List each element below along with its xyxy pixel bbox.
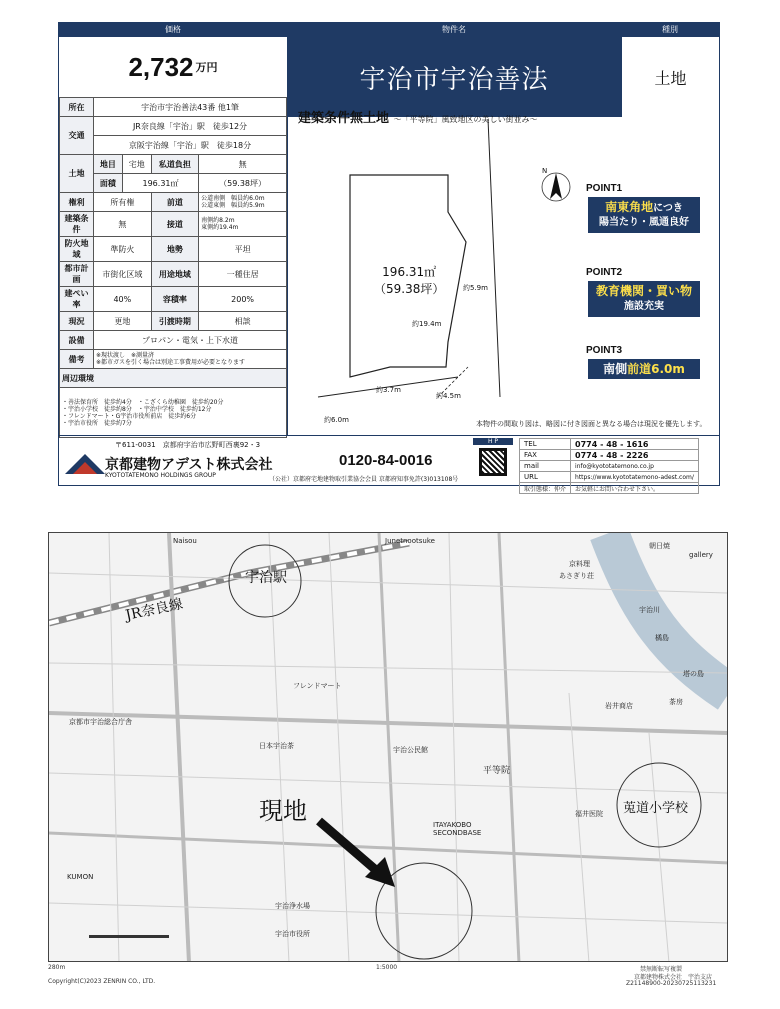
traffic-1: JR奈良線「宇治」駅 徒歩12分 [94,117,287,136]
bcr-value: 40% [94,287,152,312]
env-label: 周辺環境 [60,369,287,388]
contact-1: 南側約8.2m [201,217,235,224]
terrain-value: 平坦 [199,237,287,262]
price-box [59,37,287,97]
tel-label: TEL [520,439,571,450]
school-label: 莵道小学校 [623,801,689,816]
map-label: 宇治市役所 [275,930,310,938]
qr-code-icon[interactable] [479,448,507,476]
location-value: 宇治市宇治善法43番 他1筆 [94,98,287,117]
frontage-value [199,193,287,212]
contact-table [519,438,699,494]
far-label: 容積率 [151,287,198,312]
price-value: 2,732 [128,51,194,82]
map-credit: Z21148900-20230725113231 [626,980,717,987]
map-credit: 京都建物株式会社 宇治支店 [634,974,713,981]
land-label: 土地 [60,155,94,193]
point2-text2: 施設充実 [624,301,664,312]
plan-label: 都市計画 [60,262,94,287]
chimoku-label: 地目 [94,155,123,174]
traffic-label: 交通 [60,117,94,155]
map-label: 宇治浄水場 [275,902,310,910]
company-name: 京都建物アデスト株式会社 [105,457,273,473]
mail-label: mail [520,461,571,472]
property-name: 宇治市宇治善法 [287,37,621,117]
point1-box [588,197,700,233]
map-label: 茶房 [669,698,683,706]
use-label: 用途地域 [151,262,198,287]
contact-value [199,212,287,237]
chimoku-value: 宅地 [122,155,151,174]
map-label: 京都市宇治総合庁舎 [69,718,132,726]
building-label: 建築条件 [60,212,94,237]
mail-value[interactable]: info@kyototatemono.co.jp [571,461,699,472]
map-label: 橘島 [655,634,669,642]
status-label: 現況 [60,312,94,331]
point2-box [588,281,700,317]
building-value: 無 [94,212,152,237]
map-label: 宇治公民館 [393,746,428,754]
property-sheet [58,22,720,493]
name-header: 物件名 [287,23,621,37]
trade-value: 仲介 [554,485,567,493]
footer [59,435,719,493]
map-label: 京料理 [569,560,590,568]
equip-value: プロパン・電気・上下水道 [94,331,287,350]
type-header: 種別 [621,23,719,37]
remarks-2: ※都市ガスを引く場合は別途工事費用が必要となります [96,359,246,366]
map-label: Junetnootsuke [385,537,435,545]
map-label: 朝日焼 [649,542,670,550]
company-address: 〒611-0031 京都府宇治市広野町西裏92・3 [115,441,261,449]
traffic-2: 京阪宇治線「宇治」駅 徒歩18分 [94,136,287,155]
env-item: ・宇治市役所 徒歩約7分 [62,419,132,427]
point2-highlight: 教育機関・買い物 [595,284,692,298]
plan-title-main: 建築条件無土地 [298,111,390,126]
fax-label: FAX [520,450,571,461]
fax-value: 0774 - 48 - 2226 [571,450,699,461]
price-unit: 万円 [195,61,218,74]
scale-center: 1:5000 [376,964,398,971]
area-m2: 196.31㎡ [122,174,198,193]
map-credit: 禁無断転写複製 [640,966,683,973]
private-road-label: 私道負担 [151,155,198,174]
dim-label: 約3.7m [376,386,401,394]
plan-value: 市街化区域 [94,262,152,287]
point3-pre: 南側 [603,362,628,376]
map-label: KUMON [67,873,94,881]
info-table [59,97,287,438]
location-label: 所在 [60,98,94,117]
fire-label: 防火地域 [60,237,94,262]
plot-area-tsubo: （59.38坪） [374,282,445,296]
plot-area [374,263,444,297]
map-label: 宇治川 [639,606,660,614]
trade-cell [520,483,571,494]
plot-plan [287,97,719,435]
private-road-value: 無 [199,155,287,174]
north-label: N [542,167,548,175]
rights-value: 所有権 [94,193,152,212]
area-map[interactable] [48,532,728,962]
point3-box [588,359,700,379]
property-type: 土地 [621,37,719,117]
handover-value: 相談 [199,312,287,331]
terrain-label: 地勢 [151,237,198,262]
status-value: 更地 [94,312,152,331]
map-label: ITAYAKOBO SECONDBASE [433,821,482,837]
point1-text1: につき [653,203,683,214]
use-value: 一種住居 [199,262,287,287]
contact-2: 東側約19.4m [201,224,239,231]
map-label: gallery [689,551,713,559]
tollfree-number: 0120-84-0016 [339,452,433,469]
dim-label: 約5.9m [463,284,488,292]
map-streets [49,533,728,962]
url-label: URL [520,472,571,483]
map-label: あさぎり荘 [559,572,594,580]
remarks-1: ※現状渡し ※測量済 [96,352,155,359]
plot-diagram [288,97,720,435]
point1-text2: 陽当たり・風通良好 [599,217,689,228]
area-tsubo: （59.38坪） [199,174,287,193]
env-item: ・フレンドマート・G宇治市役所前店 徒歩約6分 [62,412,197,420]
rights-label: 権利 [60,193,94,212]
plot-area-m2: 196.31㎡ [382,265,437,279]
fire-value: 準防火 [94,237,152,262]
env-list [60,388,287,438]
license-text: （公社）京都府宅地建物取引業協会会員 京都府知事免許(3)013108号 [269,476,459,483]
dim-label: 約6.0m [324,416,349,424]
trade-note: お気軽にお問い合わせ下さい。 [571,483,699,494]
remarks-label: 備考 [60,350,94,369]
scale-left: 280m [48,964,66,971]
point2-label: POINT2 [586,267,623,278]
site-label: 現地 [259,797,307,825]
handover-label: 引渡時期 [151,312,198,331]
map-label: 岩井商店 [605,702,633,710]
dim-label: 約4.5m [436,392,461,400]
tel-value[interactable]: 0774 - 48 - 1616 [571,439,699,450]
dim-label: 約19.4m [412,320,442,328]
company-logo-icon [65,452,105,474]
point1-label: POINT1 [586,183,623,194]
remarks-value [94,350,287,369]
hp-label: H P [473,438,513,445]
point3-label: POINT3 [586,345,623,356]
env-item: ・善法保育所 徒歩約4分 ・こざくら幼稚園 徒歩約20分 [62,398,224,406]
plan-subtitle: ～「平等院」風致地区の美しい街並み～ [393,115,538,124]
frontage-2: 公道東側 幅員約5.9m [201,202,265,209]
line-label: JR奈良線 [124,596,185,624]
trade-label: 取引態様： [524,485,555,493]
station-label: 宇治駅 [245,570,287,586]
far-value: 200% [199,287,287,312]
map-label: フレンドマート [293,682,342,690]
url-value[interactable]: https://www.kyototatemono-adest.com/ [571,472,699,483]
map-copyright: Copyright(C)2023 ZENRIN CO., LTD. [48,978,156,985]
area-label: 面積 [94,174,123,193]
plan-note: 本物件の間取り図は、略図に付き図面と異なる場合は現況を優先します。 [476,420,707,428]
map-label: 日本宇治茶 [259,742,294,750]
company-name-en: KYOTOTATEMONO HOLDINGS GROUP [105,472,216,479]
map-label: 平等院 [483,766,511,776]
map-label: 塔の島 [683,670,704,678]
frontage-1: 公道南側 幅員約6.0m [201,195,265,202]
equip-label: 設備 [60,331,94,350]
contact-label: 接道 [151,212,198,237]
bcr-label: 建ぺい率 [60,287,94,312]
map-label: 福井医院 [575,810,603,818]
price-header: 価格 [59,23,287,37]
point1-highlight: 南東角地 [605,200,654,214]
frontage-label: 前道 [151,193,198,212]
point3-highlight: 前道6.0m [627,362,685,376]
env-item: ・宇治小学校 徒歩約8分 ・宇治中学校 徒歩約12分 [62,405,212,413]
map-label: Naisou [173,537,197,545]
